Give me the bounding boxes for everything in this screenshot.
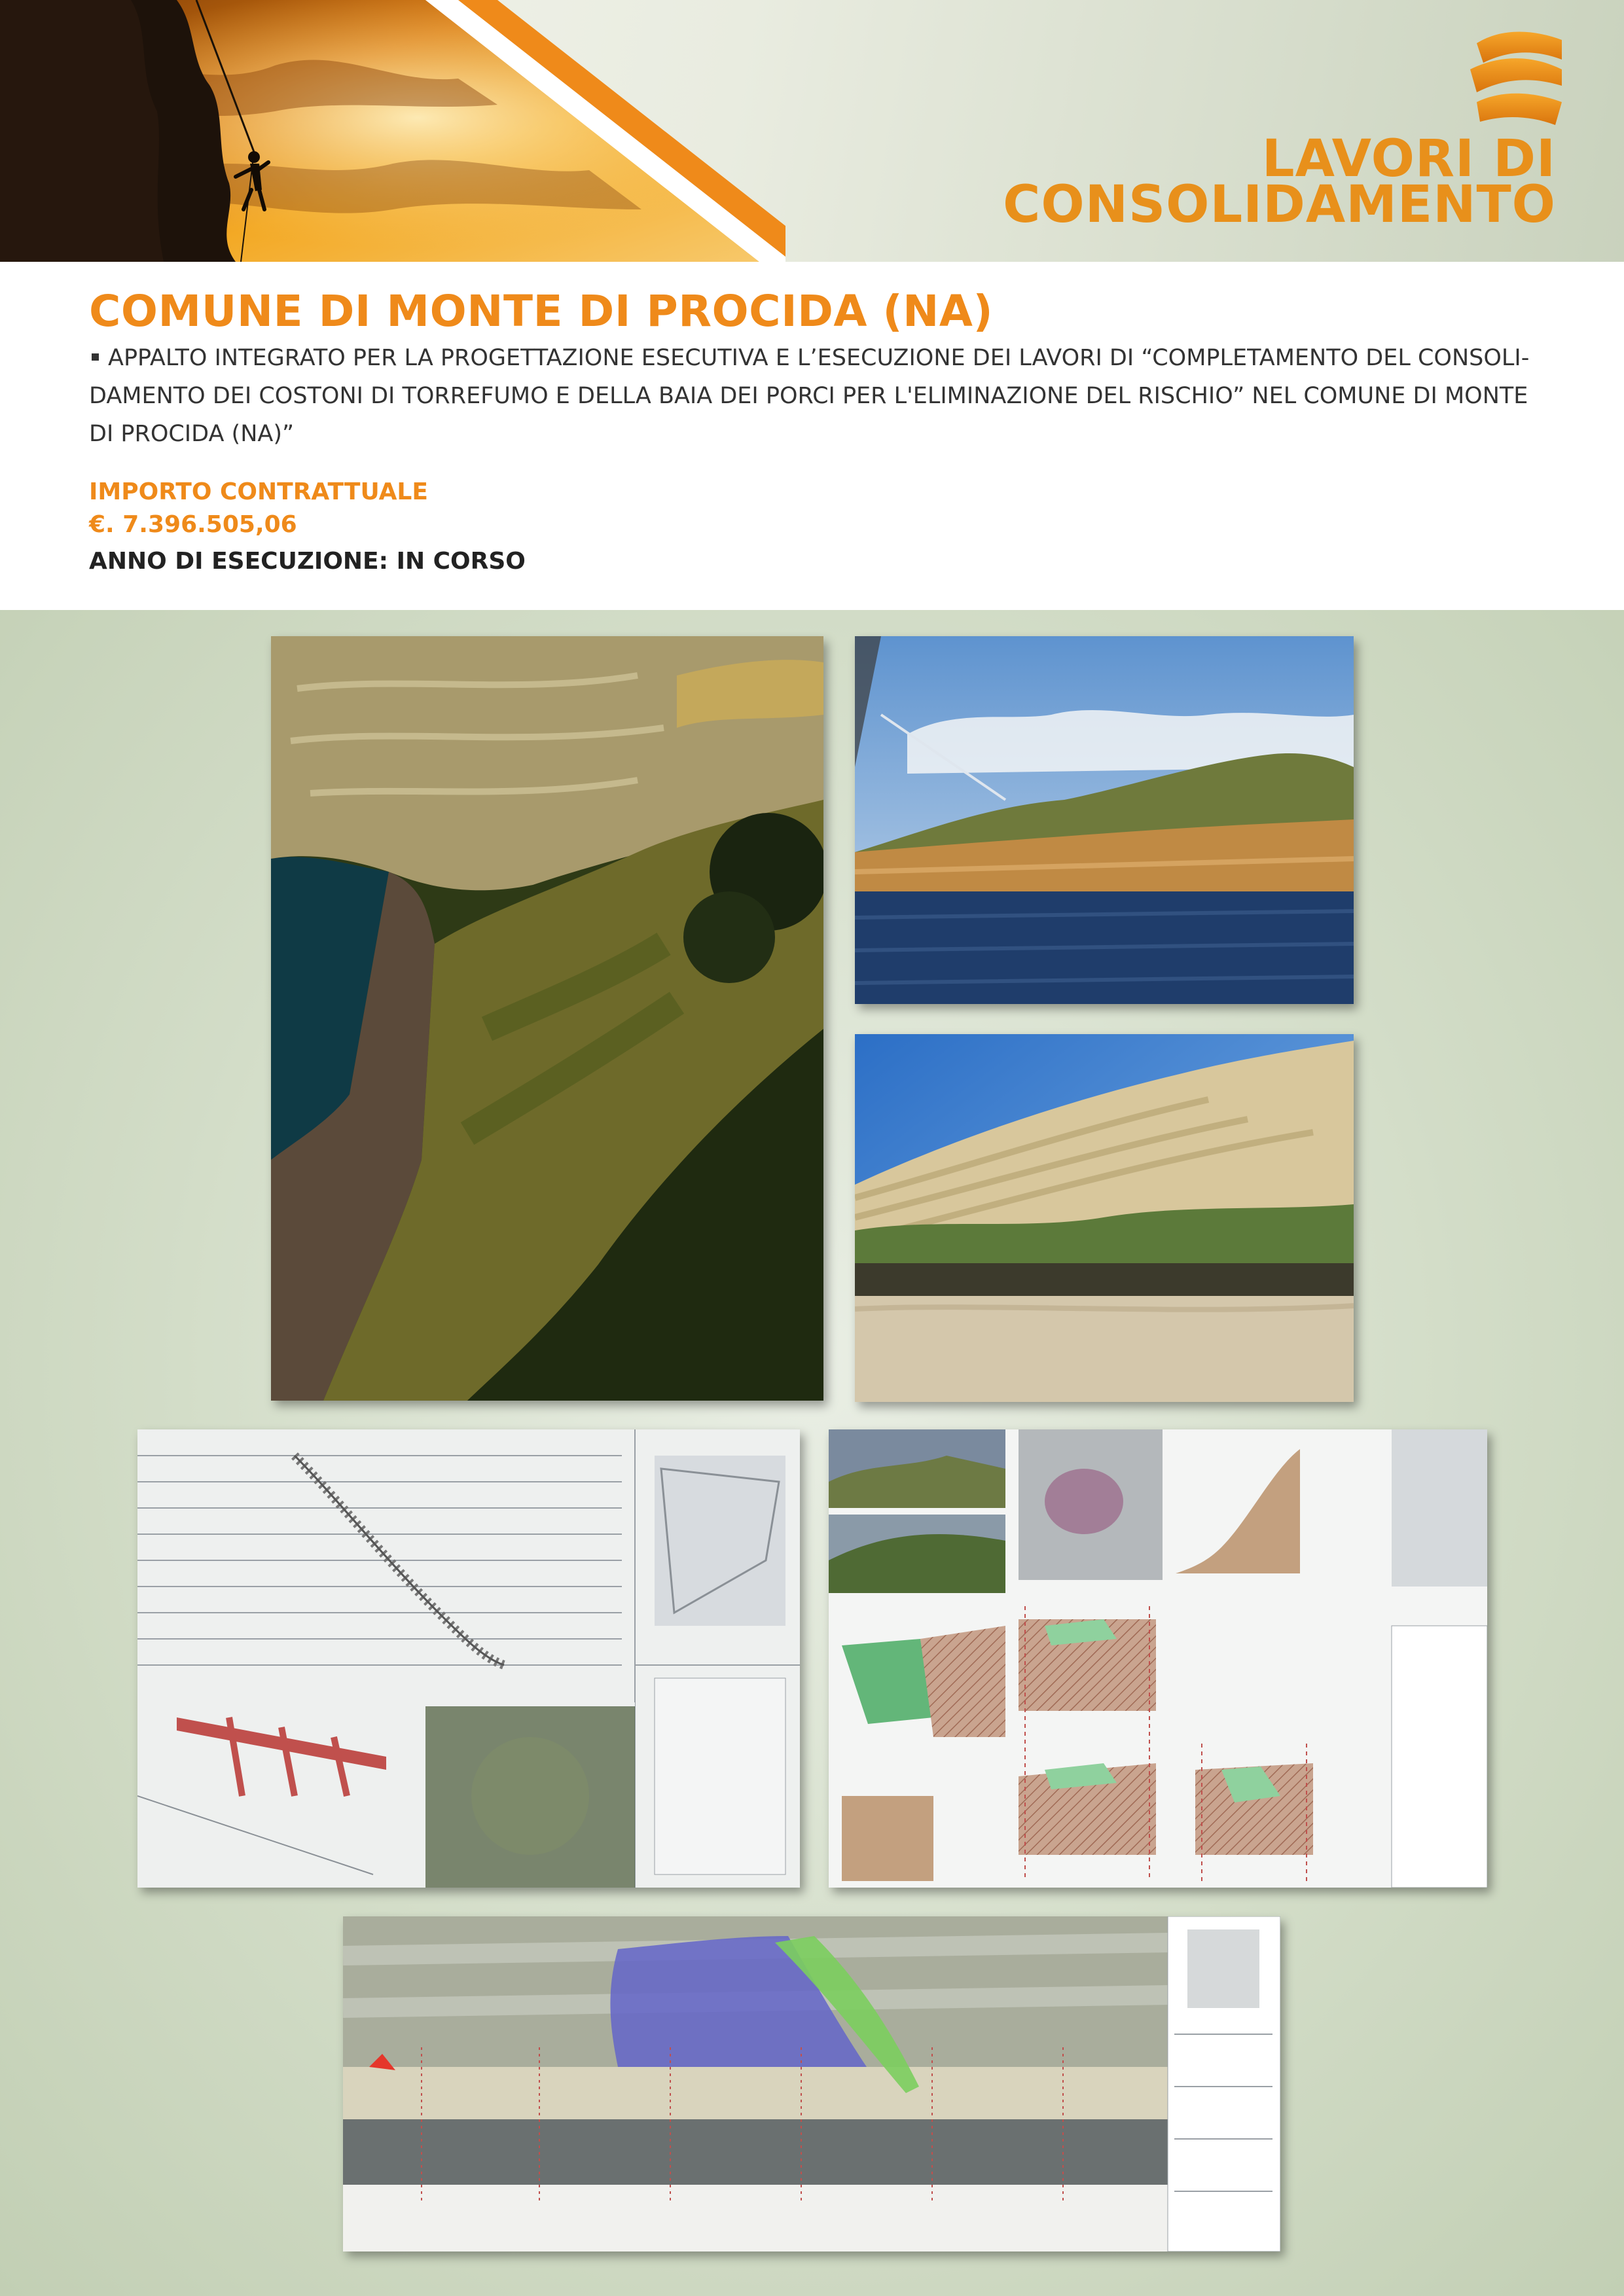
importo-value: €. 7.396.505,06 xyxy=(89,511,297,538)
bullet-icon xyxy=(92,353,99,361)
anno-esecuzione: ANNO DI ESECUZIONE: IN CORSO xyxy=(89,548,526,575)
section-title xyxy=(1003,130,1556,234)
project-description-text: APPALTO INTEGRATO PER LA PROGETTAZIONE ESECUTIVA E L’ESECUZIONE DEI LAVORI DI “COMPLETAMENTO DEL CONSOLI-DAMENTO DEI COSTONI DI TORREFUMO E DELLA BAIA DEI PORCI PER L'ELIMINAZIONE DEL RISCHIO” NEL COMUNE DI MONTE DI PROCIDA (NA)” xyxy=(89,345,1530,447)
cliff-beach-aerial-photo xyxy=(271,636,823,1401)
section-title-line2: CONSOLIDAMENTO xyxy=(1003,175,1556,234)
project-description xyxy=(89,339,1555,453)
technical-drawing-sheet-1 xyxy=(137,1429,800,1888)
climber-sunset-photo xyxy=(0,0,785,262)
beach-cliff-photo xyxy=(855,1034,1354,1402)
technical-drawing-sheet-2 xyxy=(829,1429,1487,1888)
section-title-line1: LAVORI DI xyxy=(1261,130,1556,188)
project-title: COMUNE DI MONTE DI PROCIDA (NA) xyxy=(89,286,994,336)
importo-label: IMPORTO CONTRATTUALE xyxy=(89,478,428,505)
header-banner xyxy=(0,0,1624,262)
project-info xyxy=(0,262,1624,610)
cliff-from-sea-photo xyxy=(855,636,1354,1004)
orange-wave-logo-icon xyxy=(1464,24,1568,128)
aerial-plan-intervention-areas xyxy=(343,1916,1280,2251)
photo-gallery xyxy=(0,610,1624,2296)
